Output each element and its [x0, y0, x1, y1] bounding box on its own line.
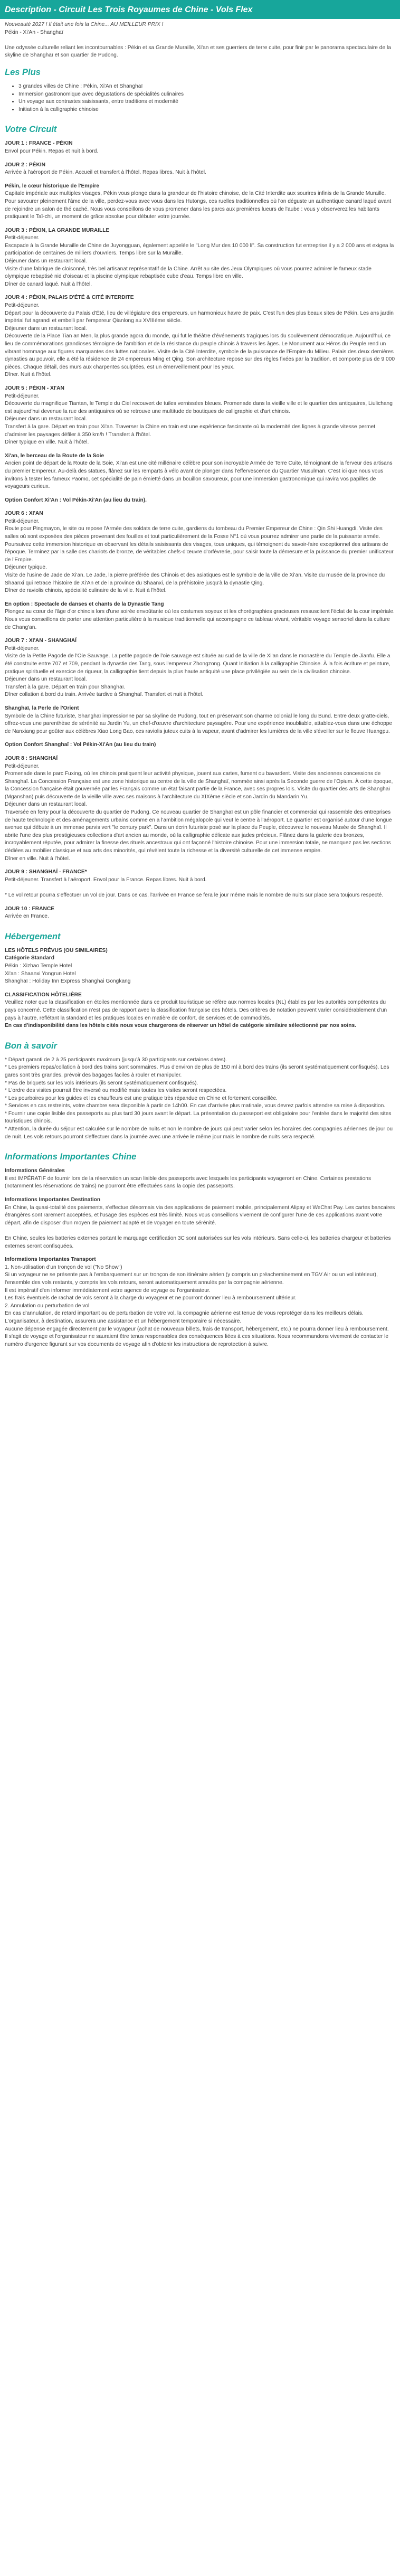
itinerary-day: [5, 140, 395, 155]
itinerary-day-text: Dîner. Nuit à l'hôtel.: [5, 372, 52, 378]
page-title: Description - Circuit Les Trois Royaumes de Chine - Vols Flex: [0, 0, 400, 19]
itinerary-day-text: Petit-déjeuner.: [5, 763, 40, 769]
classification-block: [5, 992, 395, 1030]
info-section-title: Informations Importantes Destination: [5, 1197, 101, 1203]
itinerary-day-title: JOUR 7 : XI'AN - SHANGHAÏ: [5, 638, 77, 644]
circuit-days: [5, 140, 395, 920]
itinerary-day-text: Découverte de la Place Tian an Men, la plus grande agora du monde, qui fut le théâtre d'événements tragiques lors du soulèvement démocratique. Aujourd'hui, ce lieu de commémorations grandioses témoigne de l'ambition et de la résistance du peuple chinois à travers les âges. Le Monument aux Héros du Peuple rend un vibrant hommage aux figures marquantes des luttes nationales. Visite de la Cité Interdite, symbole de la puissance de l'Empire du Milieu. Palais des deux dernières dynasties au pouvoir, elle a été la résidence de 24 empereurs Ming et Qing. Son architecture repose sur des règles fixées par la tradition, et comporte plus de 9 000 pièces. Chaque détail, des murs aux charpentes sculptées, est un émerveillement pour les yeux.: [5, 333, 395, 370]
itinerary-day-title: JOUR 5 : PÉKIN - XI'AN: [5, 385, 64, 391]
itinerary-day-text: Départ pour la découverte du Palais d'Été, lieu de villégiature des empereurs, un harmonieux havre de paix. C'est l'un des plus beaux sites de Pékin. Les ans jardin impérial fut agrandi et embelli par l'empereur Qianlong au XVIIIème siècle.: [5, 310, 394, 324]
itinerary-day-text: Envol pour Pékin. Repas et nuit à bord.: [5, 148, 99, 154]
section-title-infos: Informations Importantes Chine: [5, 1152, 137, 1162]
itinerary-day: [5, 183, 395, 221]
itinerary-day-text: Traversée en ferry pour la découverte du quartier de Pudong. Ce nouveau quartier de Shanghaï est un pôle financier et commercial qui rassemble des entreprises de haute technologie et des aménagements urbains comme en a l'ambition mégalopole qui veut le centre à l'aéroport. Le quartier est organisé autour d'une longue avenue qui débute à un immense parvis vert "le century park". Dans un écrin futuriste posé sur la place du Peuple, découvrez le nouveau Musée de Shanghaï. Il abrite l'une des plus prestigieuses collections d'art ancien au monde, où la calligraphie délicate aux jades précieux. Flânez dans la galerie des bronzes, incroyablement réputée, pour admirer la finesse des rituels ancestraux qui ont façonné l'histoire chinoise. Pour une immersion totale, ne manquez pas les sections dédiées au mobilier classique et aux arts des minorités, qui révèlent toute la richesse et la diversité culturelle de cet immense empire.: [5, 809, 392, 854]
itinerary-day-text: Petit-déjeuner.: [5, 393, 40, 399]
itinerary-day: [5, 755, 395, 863]
itinerary-day-text: Capitale impériale aux multiples visages, Pékin vous plonge dans la grandeur de l'histoire chinoise, de la Cité Interdite aux sourires infinis de la Grande Muraille. Pour savourer pleinement l'âme de la ville, perdez-vous avec vous dans les Hutongs, ces ruelles traditionnelles où l'on déguste un authentique canard laqué avant de rejoindre un salon de thé caché. Nous vous conseillons de vous promener dans les parcs aux premières lueurs de l'aube : vous y observerez les habitants pratiquant le Taï-chi, un moment de grâce absolue pour débuter votre journée.: [5, 191, 392, 220]
itinerary-day-text: Ancien point de départ de la Route de la Soie, Xi'an est une cité millénaire célèbre pour son incroyable Armée de Terre Cuite, témoignant de la ferveur des artisans du premier Empereur. Au-delà des statues, flânez sur les remparts à vélo avant de plonger dans l'effervescence du Quartier Musulman. C'est ici que nous vous invitons à tester les fameux Paomo, cet spécialité de pain émietté dans un bouillon savoureux, pour une immersion gastronomique qui ravira vos papilles de voyageurs curieux.: [5, 460, 393, 490]
list-item: * Les pourboires pour les guides et les chauffeurs est une pratique très répandue en Chine et fortement conseillée.: [5, 1095, 278, 1101]
itinerary-day-text: Transfert à la gare. Départ en train pour Shanghaï.: [5, 684, 126, 690]
itinerary-day-text: Arrivée en France.: [5, 913, 49, 920]
info-section: [5, 1256, 395, 1348]
info-section-text: 2. Annulation ou perturbation de vol: [5, 1303, 90, 1309]
itinerary-day-text: Petit-déjeuner.: [5, 235, 40, 241]
itinerary-day: [5, 294, 395, 379]
list-item: * Fournir une copie lisible des passeports au plus tard 30 jours avant le départ. La présentation du passeport est obligatoire pour l'entrée dans le majorité des sites touristiques chinois.: [5, 1110, 392, 1125]
list-item: • Un voyage aux contrastes saisissants, entre traditions et modernité: [18, 98, 395, 106]
hotels-block: [5, 947, 395, 986]
itinerary-day: [5, 741, 395, 749]
itinerary-day-text: Dîner en ville. Nuit à l'hôtel.: [5, 855, 70, 862]
hotels-subtitle: LES HÔTELS PRÉVUS (OU SIMILAIRES): [5, 947, 108, 954]
intro-description: Une odyssée culturelle reliant les incontournables : Pékin et sa Grande Muraille, Xi'an et ses guerriers de terre cuite, pour finir par le panorama spectaculaire de la skyline de Shanghaï et son quartier de Pudong.: [5, 44, 391, 59]
list-item: * Les premiers repas/collation à bord des trains sont sommaires. Plus d'environ de plus de 150 ml à bord des trains (ils seront systématiquement confisqués). Les gares sont très grandes, prévoir des bagages faciles à rouler et manipuler.: [5, 1064, 389, 1078]
itinerary-day-title: Option Confort Xi'An : Vol Pékin-Xi'An (au lieu du train).: [5, 497, 147, 503]
classification-title: CLASSIFICATION HÔTELIÈRE: [5, 992, 82, 998]
info-section: [5, 1196, 395, 1250]
content: [0, 19, 400, 1375]
itinerary-day-text: Plongez au cœur de l'âge d'or chinois lors d'une soirée envoûtante où les costumes soyeux et les chorégraphies gracieuses ressuscitent l'éclat de la cour impériale. Nous vous conseillons de porter une attention particulière à la musique traditionnelle qui accompagne ce tableau vivant, véritable voyage sensoriel dans la culture de Chang'an.: [5, 609, 395, 630]
info-section-text: Les frais éventuels de rachat de vols seront à la charge du voyageur et ne pourront donner lieu à remboursement ultérieur.: [5, 1295, 297, 1301]
list-item: • Immersion gastronomique avec dégustations de spécialités culinaires: [18, 91, 395, 99]
itinerary-day-text: Petit-déjeuner.: [5, 645, 40, 652]
info-section-text: Il est IMPÉRATIF de fournir lors de la réservation un scan lisible des passeports avec lesquels les participants voyageront en Chine. Certaines prestations (notamment les réservations de trains) ne pourront être effectuées sans la copie des passeports.: [5, 1175, 372, 1190]
itinerary-day-text: Route pour Pingmayon, le site ou repose l'Armée des soldats de terre cuite, gardiens du tombeau du Premier Empereur de Chine : Qin Shi Huangdi. Visite des salles où sont exposées des pièces provenant des fouilles et tout particulièrement de la Fosse N°1 où vous pourrez admirer une partie de la puissante armée. Poursuivez cette immersion historique en observant les détails saisissants des visages, tous uniques, qui témoignent du savoir-faire exceptionnel des artisans de l'époque. Terminez par la salle des chariots de bronze, de véritables chefs-d'œuvre d'orfèvrerie, pour saisir toute la démesure et la puissance du premier unificateur de l'Empire.: [5, 526, 394, 563]
intro-tagline: Nouveauté 2027 ! Il était une fois la Chine... AU MEILLEUR PRIX !: [5, 22, 164, 27]
itinerary-day-title: Xi'an, le berceau de la Route de la Soie: [5, 452, 104, 459]
itinerary-day-text: * Le vol retour pourra s'effectuer un vol de jour. Dans ce cas, l'arrivée en France se fera le jour même mais le nombre de nuits sur place sera toujours respecté.: [5, 892, 384, 898]
classification-note: En cas d'indisponibilité dans les hôtels cités nous vous chargerons de réserver un hôtel de catégorie similaire sélectionné par nos soins.: [5, 1023, 356, 1029]
itinerary-day: [5, 637, 395, 699]
info-section-text: En Chine, seules les batteries externes portant le marquage certification 3C sont autorisées sur les vols intérieurs. Sans celle-ci, les batteries chargeur et batteries externes seront confisquées.: [5, 1235, 391, 1249]
itinerary-day: [5, 705, 395, 735]
section-title-plus: Les Plus: [5, 67, 41, 77]
infos-sections: [5, 1167, 395, 1348]
itinerary-day-text: Petit-déjeuner.: [5, 518, 40, 524]
hotel-item: Pékin : Xizhao Temple Hotel: [5, 963, 72, 969]
list-item: * Attention, la durée du séjour est calculée sur le nombre de nuits et non le nombre de jours qui peut varier selon les horaires des compagnies aériennes de jour ou de nuit. Les vols retours pourront s'effectuer dans la journée avec une arrivée le même jour mais le nombre de nuits sera respecté.: [5, 1126, 393, 1140]
itinerary-day-text: Dîner de raviolis chinois, spécialité culinaire de la ville. Nuit à l'hôtel.: [5, 588, 167, 594]
intro: [5, 21, 395, 60]
itinerary-day-title: JOUR 8 : SHANGHAÏ: [5, 755, 58, 761]
itinerary-day: [5, 162, 395, 177]
itinerary-day-text: Visite de l'usine de Jade de Xi'an. Le Jade, la pierre préférée des Chinois et des asiatiques est le symbole de la ville de Xi'an. Visite du musée de la province du Shaanxi qui retrace l'histoire de Xi'An et de la province du Shaanxi, de la préhistoire jusqu'à la dynastie Qing.: [5, 572, 385, 586]
itinerary-day-text: Symbole de la Chine futuriste, Shanghaï impressionne par sa skyline de Pudong, tout en préservant son charme colonial le long du Bund. Entre deux gratte-ciels, offrez-vous une parenthèse de sérénité au Jardin Yu, un chef-d'œuvre d'architecture paysagère. Pour une expérience inoubliable, attablez-vous dans une échoppe de Nanxiang pour goûter aux célèbres Xiao Long Bao, ces raviolis juteux cuits à la vapeur, avant d'admirer les lumières de la ville s'éveiller sur le fleuve Huangpu.: [5, 713, 393, 734]
itinerary-day-text: Arrivée à l'aéroport de Pékin. Accueil et transfert à l'hôtel. Repas libres. Nuit à l'hôtel.: [5, 169, 206, 176]
itinerary-day-title: JOUR 6 : XI'AN: [5, 511, 43, 517]
info-section-title: Informations Générales: [5, 1168, 65, 1174]
itinerary-day-text: Promenade dans le parc Fuxing, où les chinois pratiquent leur activité physique, jouent aux cartes, fument ou bavardent. Visite des anciennes concessions de Shanghaï. La Concession Française est une zone historique au centre de la ville de Shanghaï, nommée ainsi après la Seconde guerre de l'Opium. À cette époque, la Concession française était gouvernée par les Français comme un état faisant partie de la France, avec ses propres lois. Visite du quartier des arts de Shanghaï (Mganshan) puis découverte de la vieille ville avec ses maisons à l'architecture du XIXème siècle et son Jardin du Mandarin Yu.: [5, 771, 393, 800]
itinerary-day-text: Déjeuner dans un restaurant local.: [5, 416, 87, 422]
itinerary-day-title: JOUR 9 : SHANGHAÏ - FRANCE*: [5, 869, 87, 875]
itinerary-day-text: Petit-déjeuner. Transfert à l'aéroport. Envol pour la France. Repas libres. Nuit à bord.: [5, 876, 207, 883]
bon-a-savoir-list: [5, 1056, 395, 1141]
itinerary-day-text: Découverte du magnifique Tiantan, le Temple du Ciel recouvert de tuiles vernissées bleues. Promenade dans la vieille ville et le quartier des antiquaires, Liulichang est aujourd'hui devenue la rue des antiquaires où se retrouve une multitude de boutiques de calligraphie et d'art chinois.: [5, 401, 393, 414]
itinerary-day-text: Déjeuner dans un restaurant local.: [5, 325, 87, 332]
itinerary-day: [5, 905, 395, 921]
hotels-category: Catégorie Standard: [5, 955, 54, 961]
itinerary-day-title: JOUR 1 : FRANCE - PÉKIN: [5, 140, 73, 147]
info-section-title: Informations Importantes Transport: [5, 1257, 96, 1263]
list-item: * Départ garanti de 2 à 25 participants maximum (jusqu'à 30 participants sur certaines dates).: [5, 1056, 227, 1063]
itinerary-day-title: Pékin, le cœur historique de l'Empire: [5, 183, 100, 189]
itinerary-day-text: Déjeuner dans un restaurant local.: [5, 676, 87, 683]
hotel-item: Shanghaï : Holiday Inn Express Shanghai Gongkang: [5, 978, 131, 985]
list-item: • 3 grandes villes de Chine : Pékin, Xi'An et Shanghaï: [18, 83, 395, 91]
itinerary-day: [5, 227, 395, 289]
hotel-item: Xi'an : Shaanxi Yongrun Hotel: [5, 970, 76, 977]
itinerary-day-title: JOUR 4 : PÉKIN, PALAIS D'ÉTÉ & CITÉ INTERDITE: [5, 295, 134, 301]
info-section-text: En Chine, la quasi-totalité des paiements, s'effectue désormais via des applications de paiement mobile, principalement Alipay et WeChat Pay. Les cartes bancaires étrangères sont rarement acceptées, et l'usage des espèces est très limité. Nous vous conseillons vivement de configurer l'une de ces applications avant votre départ, afin de disposer d'un moyen de paiement adapté et de voyager en toute sérénité.: [5, 1204, 395, 1226]
itinerary-day-title: En option : Spectacle de danses et chants de la Dynastie Tang: [5, 601, 164, 607]
section-title-hebergement: Hébergement: [5, 931, 61, 941]
itinerary-day-text: Déjeuner dans un restaurant local.: [5, 801, 87, 808]
info-section-text: Il s'agit de voyage et l'organisateur ne sauraient être tenus responsables des conséquences liées à ces situations. Nous recommandons vivement de contacter le numéro d'urgence figurant sur vos documents de voyage afin d'obtenir les instructions de reprotection à suivre.: [5, 1334, 389, 1347]
itinerary-day-text: Dîner typique en ville. Nuit à l'hôtel.: [5, 439, 89, 446]
info-section: [5, 1167, 395, 1191]
itinerary-day-text: Déjeuner dans un restaurant local.: [5, 258, 87, 265]
itinerary-day: [5, 869, 395, 899]
list-item: * Services en cas restreints, votre chambre sera disponible à partir de 14h00. En cas d'arrivée plus matinale, vous devrez parfois attendre sa mise à disposition.: [5, 1103, 386, 1109]
itinerary-day-text: Déjeuner typique.: [5, 564, 47, 571]
itinerary-day: [5, 452, 395, 491]
itinerary-day-title: JOUR 2 : PÉKIN: [5, 162, 45, 168]
list-item: * Pas de briquets sur les vols intérieurs (ils seront systématiquement confisqués).: [5, 1080, 198, 1086]
itinerary-day-text: Petit-déjeuner.: [5, 303, 40, 309]
itinerary-day-title: Option Confort Shanghaï : Vol Pékin-Xi'An (au lieu du train): [5, 742, 156, 748]
itinerary-day: [5, 510, 395, 595]
info-section-text: Si un voyageur ne se présente pas à l'embarquement sur un tronçon de son itinéraire aérien (y compris un préacheminement en TGV Air ou un vol intérieur), l'ensemble des vols restants, y compris les vols retours, seront automatiquement annulés par la compagnie aérienne.: [5, 1272, 378, 1286]
itinerary-day-text: Escapade à la Grande Muraille de Chine de Juyongguan, également appelée le "Long Mur des 10 000 li". Sa construction fut entreprise il y a 2 000 ans et exigea la participation de centaines de milliers d'ouvriers. Temps libre sur la Muraille.: [5, 242, 394, 257]
itinerary-day: [5, 497, 395, 505]
info-section-text: Il est impératif d'en informer immédiatement votre agence de voyage ou l'organisateur.: [5, 1287, 211, 1294]
list-item: * L'ordre des visites pourrait être inversé ou modifié mais toutes les visites seront respectées.: [5, 1088, 227, 1094]
info-section-text: L'organisateur, à destination, assurera une assistance et un hébergement temporaire si nécessaire.: [5, 1318, 242, 1324]
info-section-text: En cas d'annulation, de retard important ou de perturbation de votre vol, la compagnie aérienne est tenue de vous reprotéger dans les meilleurs délais.: [5, 1310, 364, 1317]
itinerary-day: [5, 385, 395, 447]
itinerary-day-text: Transfert à la gare. Départ en train pour Xi'an. Traverser la Chine en train est une expérience fascinante où la modernité des lignes à grande vitesse permet d'admirer les paysages défiler à 350 km/h ! Transfert à l'hôtel.: [5, 423, 376, 438]
itinerary-day: [5, 601, 395, 631]
itinerary-day-title: JOUR 10 : FRANCE: [5, 905, 54, 912]
itinerary-day-text: Dîner collation à bord du train. Arrivée tardive à Shanghaï. Transfert et nuit à l'hôtel.: [5, 692, 204, 698]
itinerary-day-title: JOUR 3 : PÉKIN, LA GRANDE MURAILLE: [5, 227, 110, 233]
info-section-text: 1. Non-utilisation d'un tronçon de vol ("No Show"): [5, 1264, 122, 1270]
itinerary-day-title: Shanghaï, la Perle de l'Orient: [5, 705, 79, 711]
info-section-text: Aucune dépense engagée directement par le voyageur (achat de nouveaux billets, frais de transport, hébergement, etc.) ne pourra donner lieu à remboursement.: [5, 1326, 389, 1332]
itinerary-day-text: Visite d'une fabrique de cloisonné, très bel artisanat représentatif de la Chine. Arrêt au site des Jeux Olympiques où vous pourrez admirer le fameux stade olympique rebaptisé nid d'oiseau et la piscine olympique rebaptisée cube d'eau. Temps libre en ville.: [5, 266, 372, 280]
plus-list: [5, 83, 395, 114]
itinerary-day-text: Visite de la Petite Pagode de l'Oie Sauvage. La petite pagode de l'oie sauvage est située au sud de la ville de Xi'an dans le monastère du Temple de Jianfu. Elle a été construite entre 707 et 709, pendant la dynastie des Tang, sous l'empereur Zhongzong. Quant Initiation à la calligraphie Chinoise. À la fois écriture et peinture, pratique spirituelle et exercice de rigueur, la calligraphie tient depuis la plus haute antiquité une place privilégiée au sein de la civilisation chinoise.: [5, 653, 391, 675]
section-title-circuit: Votre Circuit: [5, 125, 57, 135]
classification-text: Veuillez noter que la classification en étoiles mentionnée dans ce produit touristique se réfère aux normes locales (NL) établies par les autorités compétentes du pays concerné. Cette classification n'est pas de rapport avec la classification française des hôtels. Des critères de notation peuvent varier considérablement d'un pays à l'autre, reflétant la standard et les pratiques locales en matière de confort, de services et de commodités.: [5, 999, 387, 1021]
itinerary-day-text: Dîner de canard laqué. Nuit à l'hôtel.: [5, 281, 92, 287]
list-item: • Initiation à la calligraphie chinoise: [18, 106, 395, 114]
intro-route: Pékin - Xi'An - Shanghaï: [5, 29, 63, 35]
section-title-bon-a-savoir: Bon à savoir: [5, 1041, 58, 1051]
